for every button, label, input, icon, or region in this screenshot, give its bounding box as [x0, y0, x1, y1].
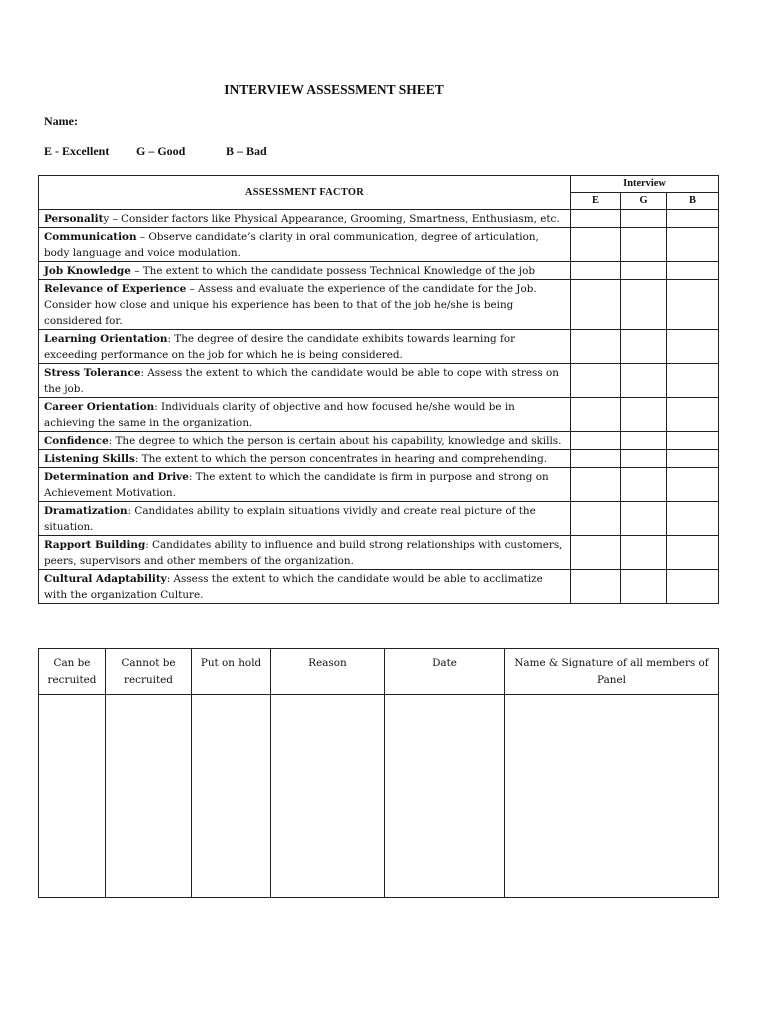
rating-cell-g[interactable]	[621, 228, 667, 262]
assessment-row	[39, 468, 719, 502]
assessment-row	[39, 536, 719, 570]
assessment-table	[38, 175, 719, 604]
factor-description	[39, 570, 571, 604]
rating-cell-b[interactable]	[667, 502, 719, 536]
factor-detail: : Assess the extent to which the candidate would be able to acclimatize with the organization Culture.	[44, 573, 543, 601]
header-date: Date	[385, 649, 505, 695]
reason-cell[interactable]	[271, 695, 385, 898]
factor-detail: : Candidates ability to influence and build strong relationships with customers, peers, supervisors and other members of the organization.	[44, 539, 563, 567]
assessment-row	[39, 280, 719, 330]
assessment-row	[39, 210, 719, 228]
rating-cell-g[interactable]	[621, 570, 667, 604]
assessment-rows	[39, 210, 719, 604]
rating-cell-b[interactable]	[667, 210, 719, 228]
factor-detail: – The extent to which the candidate possess Technical Knowledge of the job	[130, 265, 536, 277]
factor-name: Personalit	[44, 213, 104, 225]
factor-description	[39, 364, 571, 398]
rating-cell-b[interactable]	[667, 330, 719, 364]
assessment-row	[39, 262, 719, 280]
rating-cell-b[interactable]	[667, 468, 719, 502]
factor-description	[39, 536, 571, 570]
header-put-on-hold: Put on hold	[192, 649, 271, 695]
rating-cell-g[interactable]	[621, 398, 667, 432]
factor-description	[39, 432, 571, 450]
assessment-row	[39, 228, 719, 262]
rating-cell-g[interactable]	[621, 450, 667, 468]
factor-detail: : Individuals clarity of objective and how focused he/she would be in achieving the same in the organization.	[44, 401, 515, 429]
rating-cell-b[interactable]	[667, 228, 719, 262]
factor-name: Career Orientation	[44, 401, 155, 413]
assessment-row	[39, 502, 719, 536]
legend-good: G – Good	[136, 144, 186, 158]
factor-name: Rapport Building	[44, 539, 146, 551]
header-can-be-recruited: Can be recruited	[39, 649, 106, 695]
factor-detail: – Observe candidate’s clarity in oral communication, degree of articulation, body language and voice modulation.	[44, 231, 539, 259]
factor-description	[39, 468, 571, 502]
rating-cell-b[interactable]	[667, 280, 719, 330]
document-title: INTERVIEW ASSESSMENT SHEET	[224, 82, 444, 97]
rating-cell-g[interactable]	[621, 330, 667, 364]
rating-cell-e[interactable]	[571, 210, 621, 228]
rating-cell-e[interactable]	[571, 570, 621, 604]
factor-description	[39, 450, 571, 468]
name-label: Name:	[44, 114, 78, 128]
rating-cell-e[interactable]	[571, 330, 621, 364]
rating-cell-e[interactable]	[571, 280, 621, 330]
header-g: G	[621, 193, 667, 210]
factor-name: Listening Skills	[44, 453, 135, 465]
panel-decision-table	[38, 648, 719, 898]
rating-cell-e[interactable]	[571, 432, 621, 450]
factor-detail: : The extent to which the person concentrates in hearing and comprehending.	[134, 453, 548, 465]
factor-detail: : Candidates ability to explain situations vividly and create real picture of the situation.	[44, 505, 536, 533]
factor-description	[39, 210, 571, 228]
factor-detail: : The degree of desire the candidate exhibits towards learning for exceeding performance on the job for which he is being considered.	[44, 333, 516, 361]
factor-name: Determination and Drive	[44, 471, 189, 483]
factor-detail: : Assess the extent to which the candidate would be able to cope with stress on the job.	[44, 367, 559, 395]
rating-cell-e[interactable]	[571, 450, 621, 468]
rating-cell-b[interactable]	[667, 536, 719, 570]
date-cell[interactable]	[385, 695, 505, 898]
rating-cell-e[interactable]	[571, 228, 621, 262]
factor-description	[39, 398, 571, 432]
factor-detail: y – Consider factors like Physical Appearance, Grooming, Smartness, Enthusiasm, etc.	[103, 213, 560, 225]
header-panel-signatures: Name & Signature of all members of Panel	[505, 649, 719, 695]
header-interview: Interview	[571, 176, 719, 193]
factor-description	[39, 228, 571, 262]
factor-name: Confidence	[44, 435, 109, 447]
factor-description	[39, 330, 571, 364]
panel-signatures-cell[interactable]	[505, 695, 719, 898]
can-be-recruited-cell[interactable]	[39, 695, 106, 898]
header-reason: Reason	[271, 649, 385, 695]
header-assessment-factor: ASSESSMENT FACTOR	[39, 176, 571, 210]
panel-entry-row	[39, 695, 719, 898]
assessment-row	[39, 330, 719, 364]
rating-cell-e[interactable]	[571, 536, 621, 570]
assessment-row	[39, 432, 719, 450]
assessment-row	[39, 570, 719, 604]
factor-name: Dramatization	[44, 505, 128, 517]
factor-detail: – Assess and evaluate the experience of the candidate for the Job. Consider how close and unique his experience has been to that of the job he/she is being considered for.	[44, 283, 537, 327]
factor-description	[39, 262, 571, 280]
rating-cell-b[interactable]	[667, 450, 719, 468]
factor-detail: : The degree to which the person is certain about his capability, knowledge and skills.	[108, 435, 562, 447]
rating-cell-g[interactable]	[621, 364, 667, 398]
cannot-be-recruited-cell[interactable]	[106, 695, 192, 898]
rating-cell-g[interactable]	[621, 502, 667, 536]
factor-name: Cultural Adaptability	[44, 573, 167, 585]
rating-cell-b[interactable]	[667, 570, 719, 604]
rating-cell-b[interactable]	[667, 364, 719, 398]
rating-cell-g[interactable]	[621, 280, 667, 330]
factor-name: Relevance of Experience	[44, 283, 187, 295]
rating-cell-e[interactable]	[571, 468, 621, 502]
header-cannot-be-recruited: Cannot be recruited	[106, 649, 192, 695]
factor-description	[39, 502, 571, 536]
rating-cell-b[interactable]	[667, 262, 719, 280]
rating-cell-g[interactable]	[621, 432, 667, 450]
rating-cell-e[interactable]	[571, 398, 621, 432]
assessment-row	[39, 364, 719, 398]
rating-cell-g[interactable]	[621, 468, 667, 502]
factor-description	[39, 280, 571, 330]
put-on-hold-cell[interactable]	[192, 695, 271, 898]
header-b: B	[667, 193, 719, 210]
assessment-row	[39, 450, 719, 468]
rating-cell-g[interactable]	[621, 536, 667, 570]
factor-name: Job Knowledge	[44, 265, 131, 277]
factor-detail: : The extent to which the candidate is firm in purpose and strong on Achievement Motivation.	[44, 471, 549, 499]
rating-cell-e[interactable]	[571, 502, 621, 536]
legend-bad: B – Bad	[226, 144, 267, 158]
factor-name: Communication	[44, 231, 137, 243]
assessment-row	[39, 398, 719, 432]
legend-excellent: E - Excellent	[44, 144, 110, 158]
rating-cell-e[interactable]	[571, 364, 621, 398]
rating-cell-g[interactable]	[621, 210, 667, 228]
rating-cell-b[interactable]	[667, 398, 719, 432]
rating-cell-b[interactable]	[667, 432, 719, 450]
rating-cell-g[interactable]	[621, 262, 667, 280]
header-e: E	[571, 193, 621, 210]
factor-name: Learning Orientation	[44, 333, 168, 345]
factor-name: Stress Tolerance	[44, 367, 141, 379]
rating-cell-e[interactable]	[571, 262, 621, 280]
